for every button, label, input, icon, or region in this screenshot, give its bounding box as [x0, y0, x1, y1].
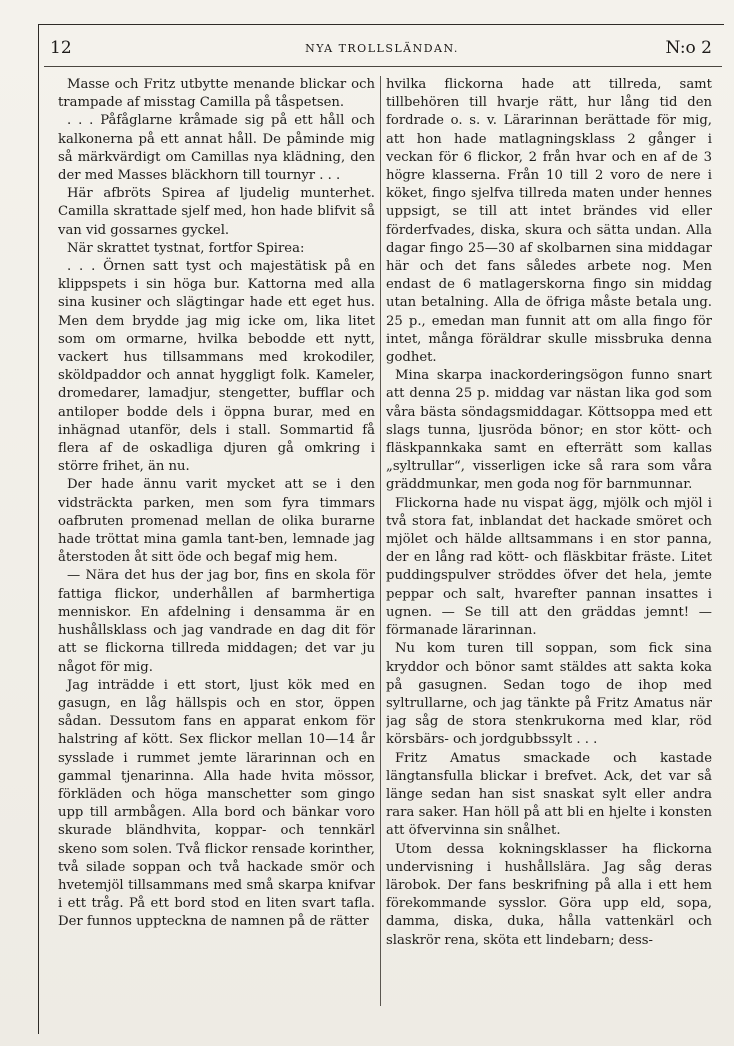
page-edge-left	[38, 24, 39, 1034]
right-column	[386, 76, 712, 1011]
paragraph: När skrattet tystnat, fortfor Spirea:	[67, 240, 305, 256]
page-number: 12	[50, 38, 72, 58]
page-edge-top	[38, 24, 724, 25]
paragraph: Utom dessa kokningsklasser ha flickorna undervisning i hushållslära. Jag såg deras lärobok. Der fans beskrifning på alla i ett hem förekommande sysslor. Göra upp eld, sopa, damma, diska, duka, hålla vattenkärl och slaskrör rena, sköta ett lindebarn; dess-	[386, 841, 712, 948]
paragraph: hvilka flickorna hade att tillreda, samt tillbehören till hvarje rätt, hur lång tid den fordrade o. s. v. Lärarinnan berättade för mig, att hon hade matlagningsklass 2 gånger i veckan för 6 flickor, 2 från hvar och en af de 3 högre klasserna. Från 10 till 2 voro de nere i köket, fingo sjelfva tillreda maten under hennes uppsigt, se till att intet brändes vid eller förderfvades, diska, skura och sätta undan. Alla dagar fingo 25—30 af skolbarnen sina middagar här och det fans således arbete nog. Men endast de 6 matlagerskorna fingo sin middag utan betalning. Alla de öfriga måste betala ung. 25 p., emedan man funnit att om alla fingo för intet, många föräldrar skulle missbruka denna godhet.	[386, 77, 712, 366]
paragraph: Flickorna hade nu vispat ägg, mjölk och mjöl i två stora fat, inblandat det hackade smöret och mjölet och hälde alltsammans i en stor panna, der en lång rad kött- och fläskbitar fräste. Litet puddingspulver ströddes öfver det hela, jemte peppar och salt, hvarefter pannan insattes i ugnen. — Se till att den gräddas jemnt! — förmanade lärarinnan.	[386, 495, 712, 639]
paragraph: Fritz Amatus smackade och kastade längtansfulla blickar i brefvet. Ack, det var så länge sedan han sist snaskat sylt eller andra rara saker. Han höll på att bli en hjelte i konsten att öfvervinna sin snålhet.	[386, 750, 712, 839]
header-rule	[44, 66, 722, 67]
paragraph: Här afbröts Spirea af ljudelig munterhet. Camilla skrattade sjelf med, hon hade blifvit så van vid gossarnes gyckel.	[58, 186, 375, 238]
paragraph: Masse och Fritz utbytte menande blickar och trampade af misstag Camilla på tåspetsen.	[58, 77, 375, 111]
paragraph: Der hade ännu varit mycket att se i den vidsträckta parken, men som fyra timmars oafbruten promenad mellan de olika burarne hade tröttat mina gamla tant-ben, lemnade jag återstoden åt sitt öde och begaf mig hem.	[58, 477, 375, 566]
column-divider	[380, 76, 381, 1006]
paragraph: . . . Påfåglarne kråmade sig på ett håll och kalkonerna på ett annat håll. De påminde mig så märkvärdigt om Camillas nya klädning, den der med Masses bläckhorn till tournyr . . .	[58, 113, 375, 184]
running-title: NYA TROLLSLÄNDAN.	[305, 42, 459, 55]
paragraph: Jag inträdde i ett stort, ljust kök med en gasugn, en låg hällspis och en stor, öppen sådan. Dessutom fans en apparat enkom för halstring af kött. Sex flickor mellan 10—14 år sysslade i rummet jemte lärarinnan och en gammal tjenarinna. Alla hade hvita mössor, förkläden och höga manschetter som gingo upp till armbågen. Alla bord och bänkar voro skurade bländhvita, koppar- och tennkärl skeno som solen. Två flickor rensade korinther, två silade soppan och två hackade smör och hvetemjöl tillsammans med små skarpa knifvar i ett tråg. På ett bord stod en liten svart tafla. Der funnos uppteckna de namnen på de rätter	[58, 677, 375, 930]
paragraph: — Nära det hus der jag bor, fins en skola för fattiga flickor, underhållen af barmhertiga menniskor. En afdelning i densamma är en hushållsklass och jag vandrade en dag dit för att se flickorna tillreda middagen; det var ju något för mig.	[58, 568, 375, 675]
paragraph: Mina skarpa inackorderingsögon funno snart att denna 25 p. middag var nästan lika god som våra bästa söndagsmiddagar. Köttsoppa med ett slags tunna, ljusröda bönor; en stor kött- och fläskpannkaka samt en efterrätt som kallas „syltrullar“, visserligen icke så rara som våra gräddmunkar, men goda nog för barnmunnar.	[386, 368, 712, 493]
issue-number: N:o 2	[665, 38, 712, 58]
paragraph: . . . Örnen satt tyst och majestätisk på en klippspets i sin höga bur. Kattorna med alla sina kusiner och slägtingar hade ett eget hus. Men dem brydde jag mig icke om, lika litet som om ormarne, hvilka bebodde ett nytt, vackert hus tillsammans med krokodiler, sköldpaddor och annat hyggligt folk. Kameler, dromedarer, lamadjur, stengetter, bufflar och antiloper bodde dels i öppna burar, med en inhägnad utanför, dels i stall. Sommartid få flera af de oskadliga djuren gå omkring i större frihet, än nu.	[58, 259, 375, 475]
page-header	[50, 38, 714, 62]
left-column	[58, 76, 375, 1011]
paragraph: Nu kom turen till soppan, som fick sina kryddor och bönor samt stäldes att sakta koka på gasugnen. Sedan togo de ihop med syltrullarne, och jag tänkte på Fritz Amatus när jag såg de stora stenkrukorna med klar, röd körsbärs- och jordgubbssylt . . .	[386, 641, 712, 748]
